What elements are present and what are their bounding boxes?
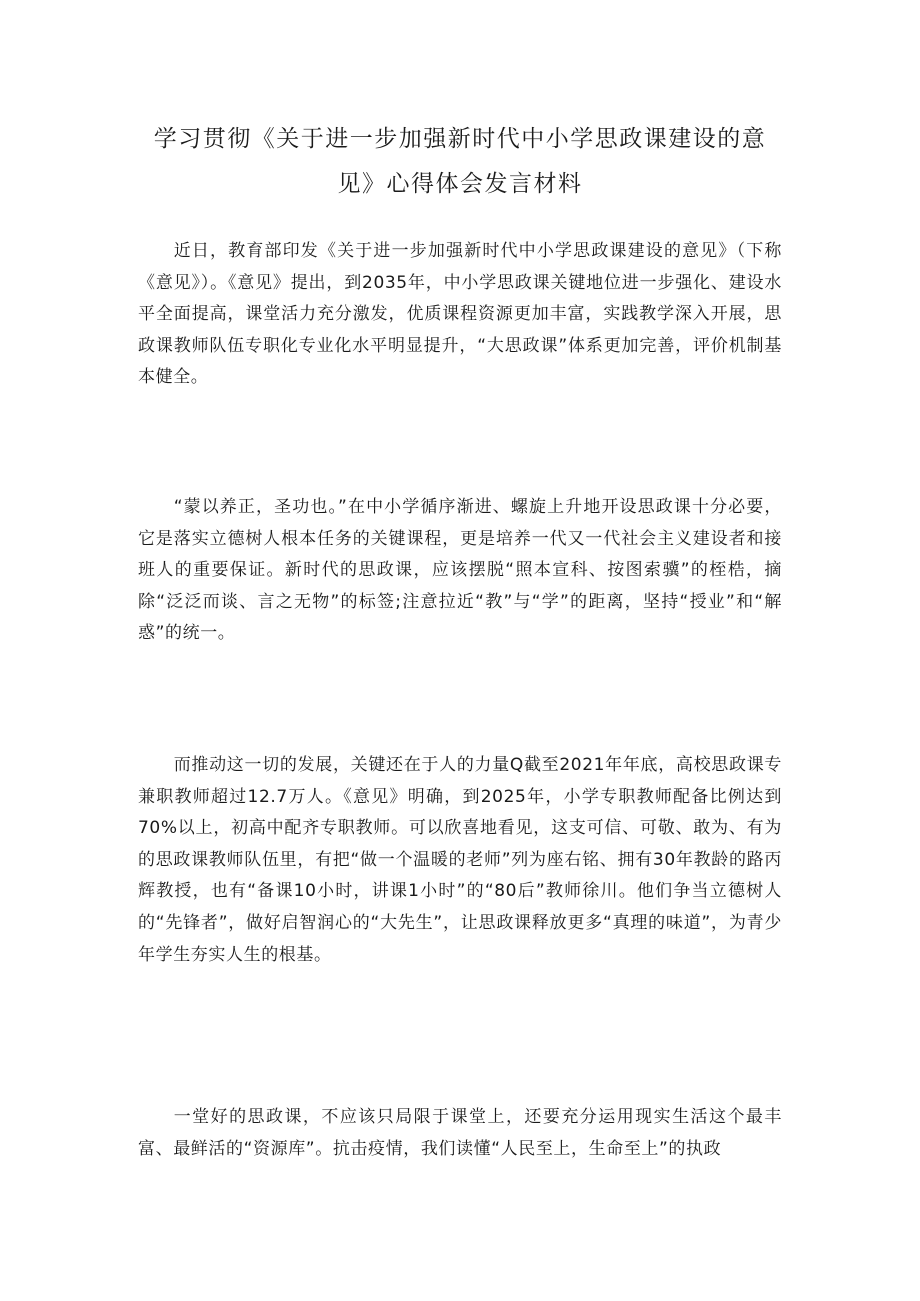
document-title: 学习贯彻《关于进一步加强新时代中小学思政课建设的意见》心得体会发言材料 (153, 126, 767, 197)
paragraph-3: 而推动这一切的发展，关键还在于人的力量Q截至2021年年底，高校思政课专兼职教师超过12.7万人。《意见》明确，到2025年，小学专职教师配备比例达到70%以上，初高中配齐专职教师。可以欣喜地看见，这支可信、可敬、敢为、有为的思政课教师队伍里，有把“做一个温暖的老师”列为座右铭、拥有30年教龄的路丙辉教授，也有“备课10小时，讲课1小时”的“80后”教师徐川。他们争当立德树人的“先锋者”，做好启智润心的“大先生”，让思政课释放更多“真理的味道”，为青少年学生夯实人生的根基。 (138, 755, 782, 965)
paragraph-2: “蒙以养正，圣功也。”在中小学循序渐进、螺旋上升地开设思政课十分必要，它是落实立德树人根本任务的关键课程，更是培养一代又一代社会主义建设者和接班人的重要保证。新时代的思政课，应该摆脱“照本宣科、按图索骥”的桎梏，摘除“泛泛而谈、言之无物”的标签;注意拉近“教”与“学”的距离，坚持“授业”和“解惑”的统一。 (138, 497, 782, 644)
paragraph-4: 一堂好的思政课，不应该只局限于课堂上，还要充分运用现实生活这个最丰富、最鲜活的“资源库”。抗击疫情，我们读懂“人民至上，生命至上”的执政 (138, 1107, 782, 1159)
paragraph-1: 近日，教育部印发《关于进一步加强新时代中小学思政课建设的意见》（下称《意见》）。《意见》提出，到2035年，中小学思政课关键地位进一步强化、建设水平全面提高，课堂活力充分激发，优质课程资源更加丰富，实践教学深入开展，思政课教师队伍专职化专业化水平明显提升，“大思政课”体系更加完善，评价机制基本健全。 (138, 241, 782, 388)
